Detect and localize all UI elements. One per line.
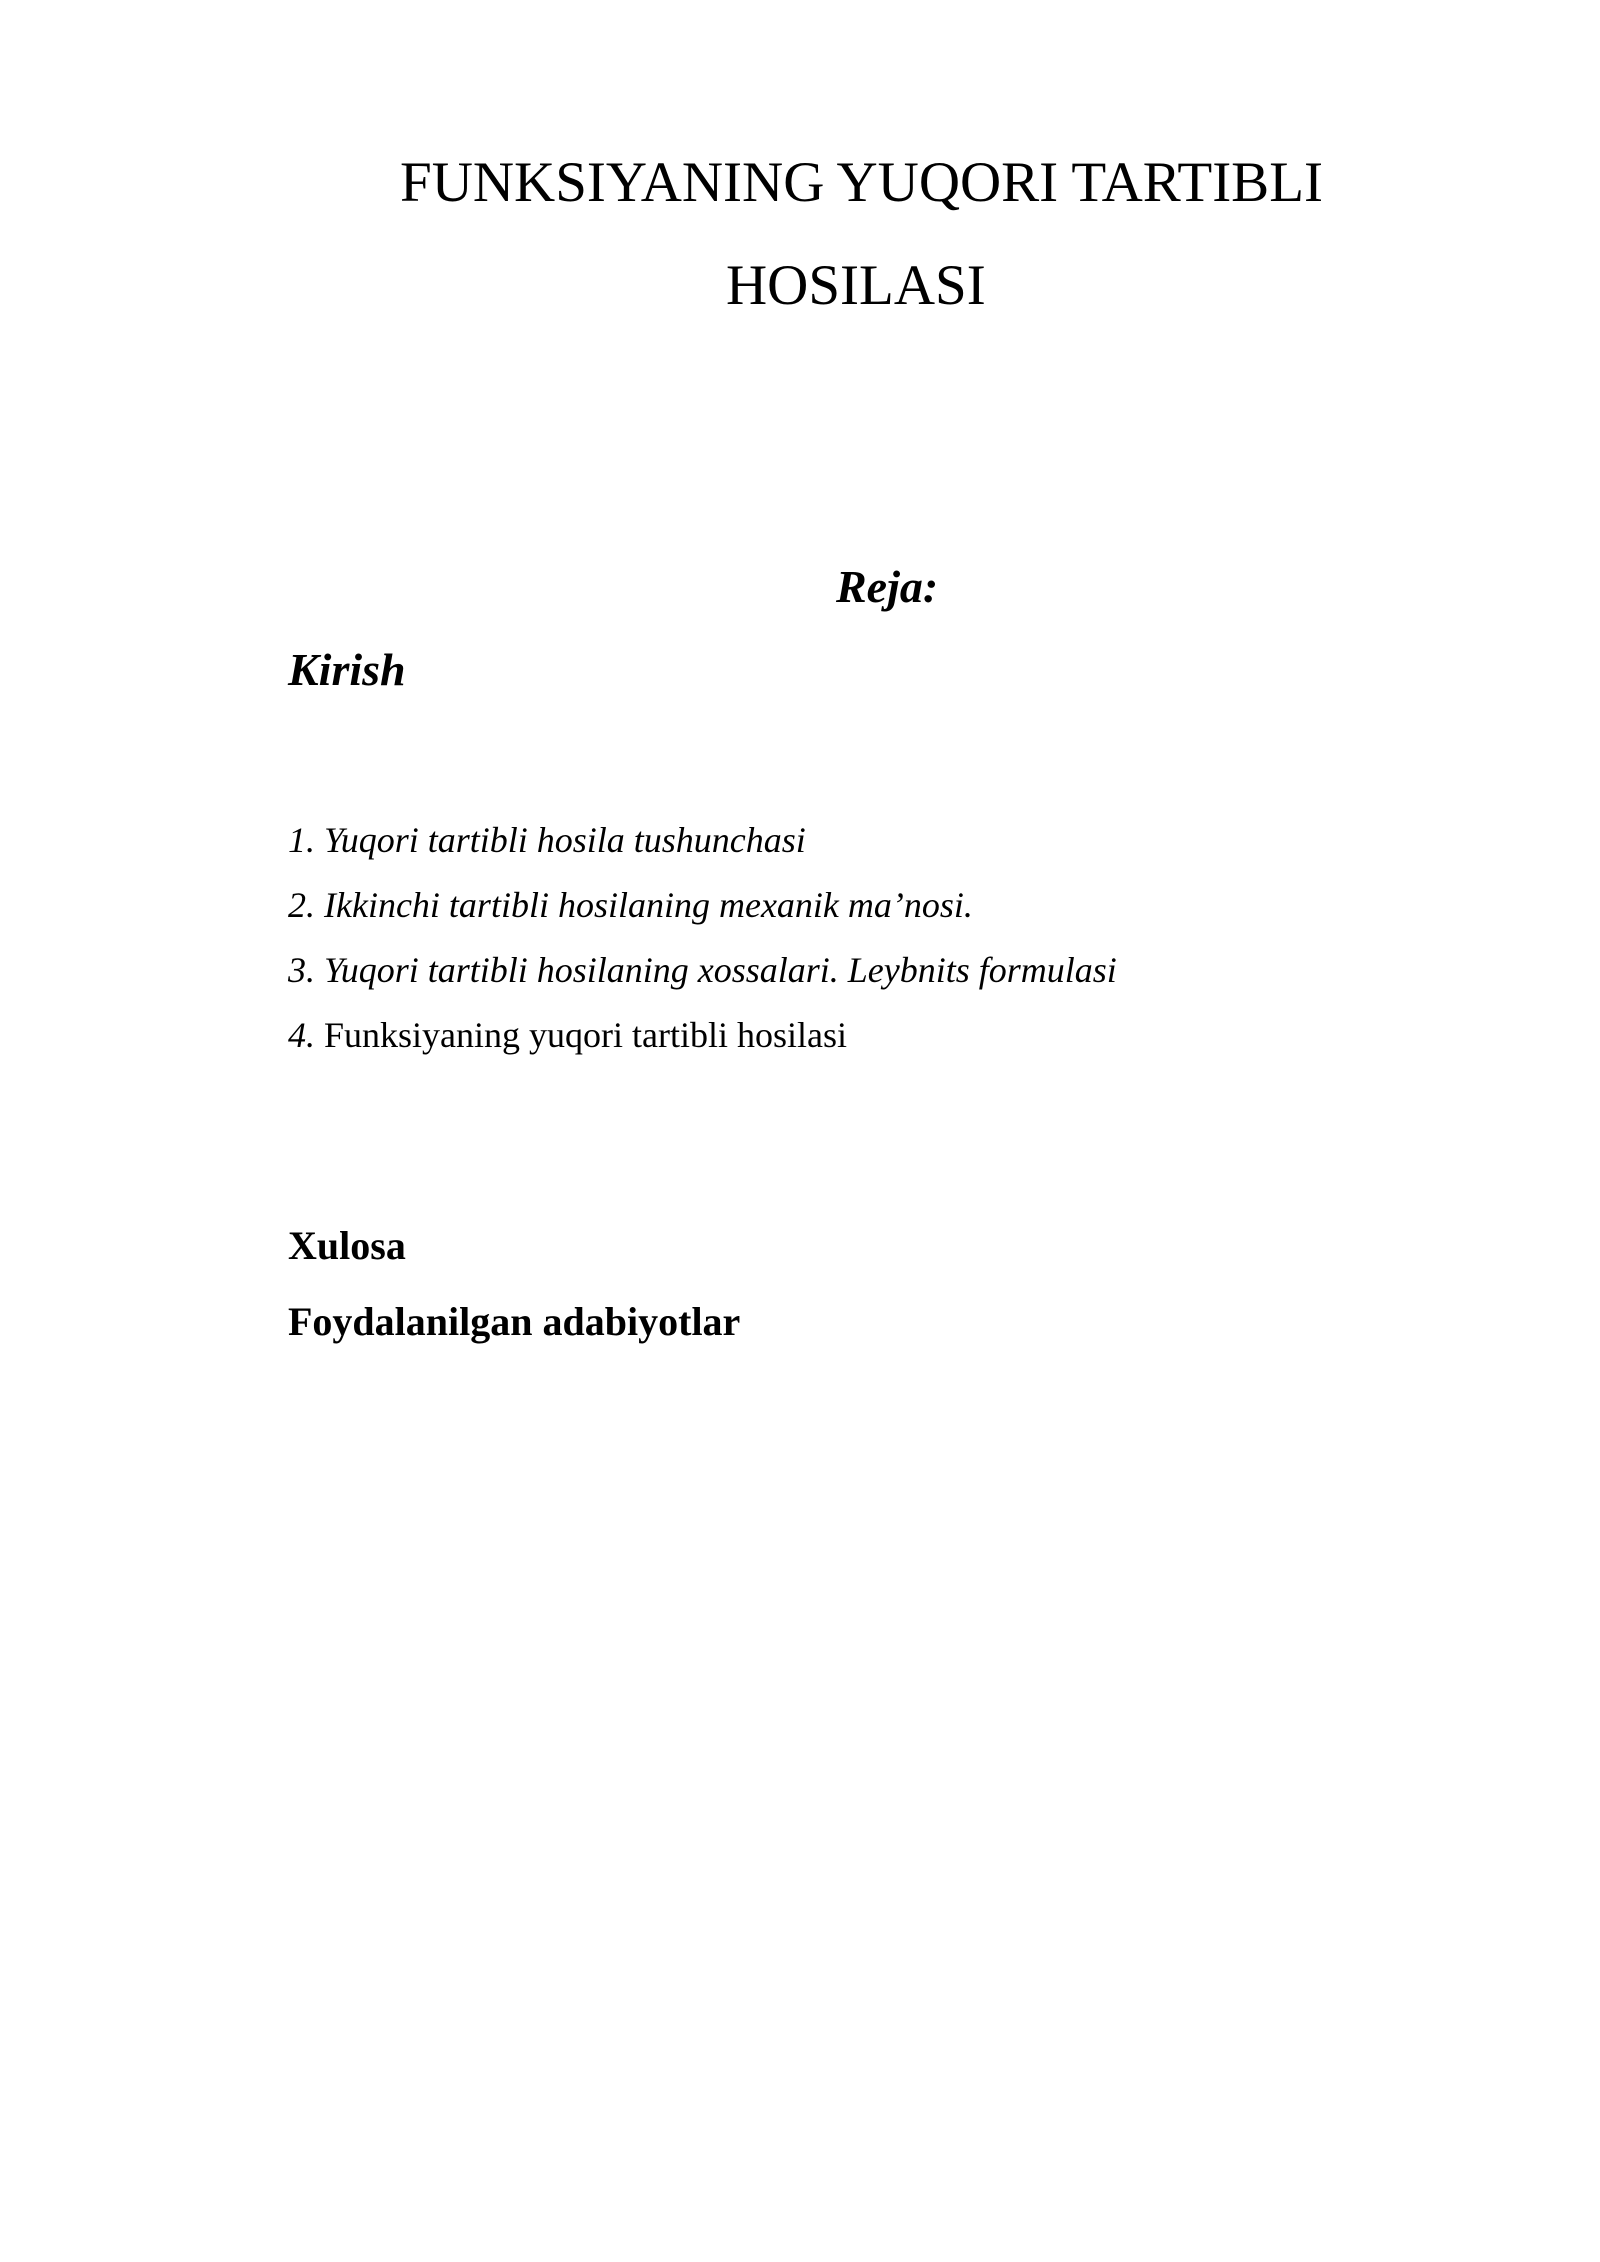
plan-item-number: 3. — [288, 950, 324, 990]
conclusion-heading: Xulosa — [288, 1223, 406, 1268]
intro-heading: Kirish — [288, 644, 406, 695]
plan-item-text: Yuqori tartibli hosila tushunchasi — [324, 820, 806, 860]
plan-list — [288, 808, 1117, 1068]
plan-item-1 — [288, 808, 1117, 873]
plan-item-number: 1. — [288, 820, 324, 860]
plan-item-text: Ikkinchi tartibli hosilaning mexanik ma’nosi. — [324, 885, 973, 925]
plan-item-text: Funksiyaning yuqori tartibli hosilasi — [324, 1015, 847, 1055]
plan-item-4 — [288, 1003, 1117, 1068]
plan-item-3 — [288, 938, 1117, 1003]
document-title-line-1: FUNKSIYANING YUQORI TARTIBLI — [400, 151, 1323, 214]
plan-heading: Reja: — [836, 561, 939, 612]
plan-item-number: 4. — [288, 1015, 324, 1055]
references-heading: Foydalanilgan adabiyotlar — [288, 1299, 741, 1344]
plan-item-number: 2. — [288, 885, 324, 925]
plan-item-2 — [288, 873, 1117, 938]
document-title-line-2: HOSILASI — [726, 254, 986, 317]
plan-item-text: Yuqori tartibli hosilaning xossalari. Leybnits formulasi — [324, 950, 1117, 990]
